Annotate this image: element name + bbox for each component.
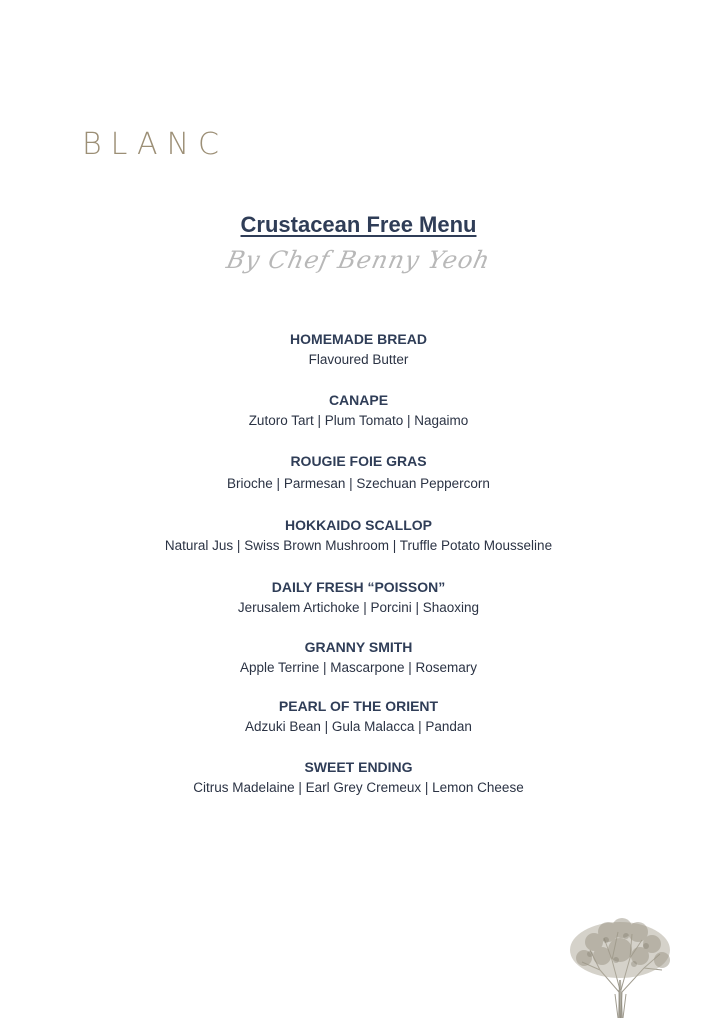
course-description: Natural Jus | Swiss Brown Mushroom | Truffle Potato Mousseline [164,538,553,553]
course-name: ROUGIE FOIE GRAS [290,453,427,469]
course-description: Adzuki Bean | Gula Malacca | Pandan [245,719,472,734]
brand-logo: BLANC [82,127,228,162]
menu-title-text: Crustacean Free Menu [240,212,477,237]
course-item [0,697,717,736]
course-description: Apple Terrine | Mascarpone | Rosemary [239,660,478,675]
course-item [0,578,717,617]
course-item [0,516,717,555]
course-description: Citrus Madelaine | Earl Grey Cremeux | Lemon Cheese [193,780,524,795]
course-item [0,638,717,677]
course-name: PEARL OF THE ORIENT [278,698,439,714]
course-item [0,330,717,369]
tree-icon [560,910,680,1020]
course-description: Flavoured Butter [308,352,409,367]
course-item [0,758,717,797]
course-name: CANAPE [328,392,389,408]
course-item [0,391,717,430]
menu-title [0,212,717,238]
course-item [0,452,717,493]
course-description: Brioche | Parmesan | Szechuan Peppercorn [227,476,490,491]
course-name: GRANNY SMITH [304,639,413,655]
course-name: SWEET ENDING [304,759,413,775]
course-name: HOKKAIDO SCALLOP [285,517,432,533]
course-description: Jerusalem Artichoke | Porcini | Shaoxing [237,600,480,615]
chef-signature: By Chef Benny Yeoh [223,246,494,274]
course-description: Zutoro Tart | Plum Tomato | Nagaimo [248,413,469,428]
course-name: HOMEMADE BREAD [290,331,427,347]
course-name: DAILY FRESH “POISSON” [271,579,446,595]
